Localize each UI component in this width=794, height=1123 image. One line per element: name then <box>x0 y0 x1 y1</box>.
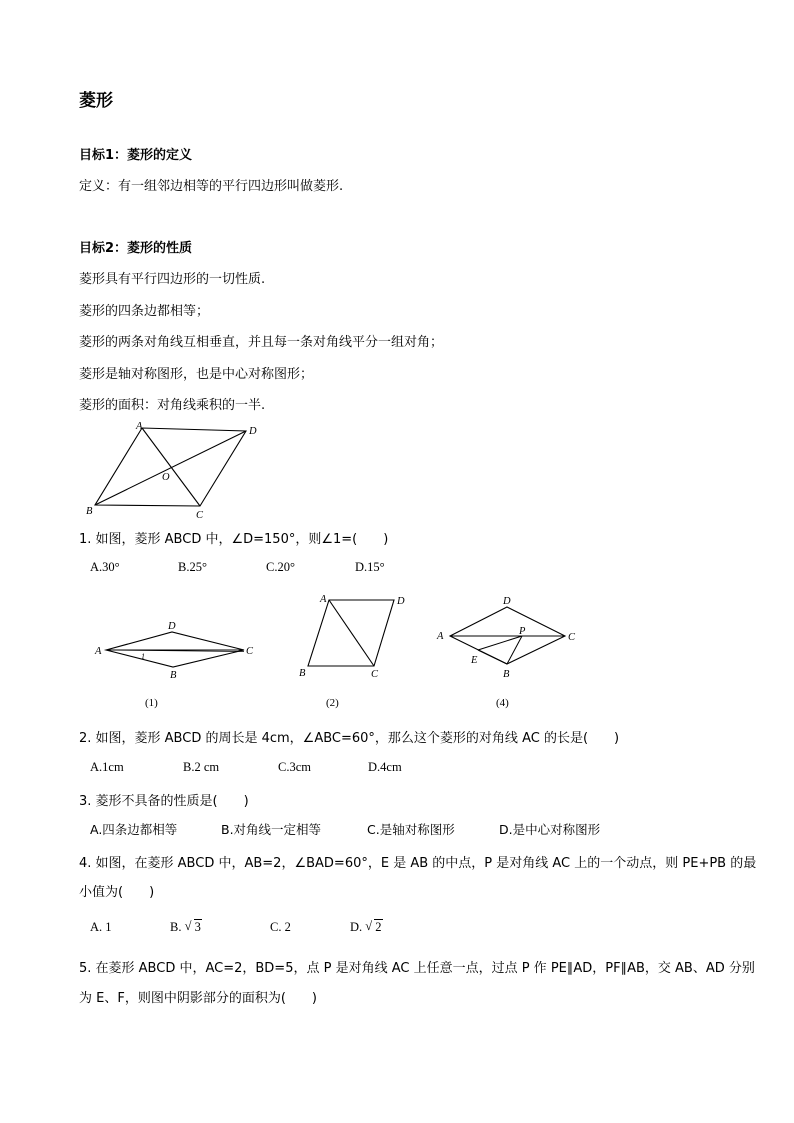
q3-option-a: A.四条边都相等 <box>90 822 178 837</box>
rhombus-diagonals-figure <box>80 418 270 523</box>
q1-option-d: D.15° <box>355 560 385 574</box>
label-a: A <box>136 421 143 432</box>
q2-option-b: B.2 cm <box>183 760 220 774</box>
label-e: E <box>471 655 478 666</box>
q2-option-a: A.1cm <box>90 760 124 774</box>
label-b: B <box>86 506 93 517</box>
label-c: C <box>371 669 379 680</box>
angle-1-label: 1 <box>141 652 145 661</box>
label-b: B <box>299 668 306 679</box>
q2-option-d: D.4cm <box>368 760 402 774</box>
label-c: C <box>196 510 204 521</box>
label-a: A <box>320 594 327 605</box>
label-d: D <box>249 426 257 437</box>
q4-option-a: A. 1 <box>90 920 112 934</box>
property-line: 菱形的两条对角线互相垂直，并且每一条对角线平分一组对角； <box>79 335 444 350</box>
label-p: P <box>519 626 526 637</box>
label-b: B <box>170 670 177 681</box>
goal2-heading: 目标2：菱形的性质 <box>79 241 193 256</box>
q1-option-b: B.25° <box>178 560 207 574</box>
figure-1 <box>90 618 260 683</box>
label-d: D <box>168 621 176 632</box>
figure-4 <box>432 592 582 684</box>
q1-option-c: C.20° <box>266 560 295 574</box>
question-5-line1: 5. 在菱形 ABCD 中，AC=2，BD=5，点 P 是对角线 AC 上任意一点，过点 P 作 PE∥AD，PF∥AB，交 AB、AD 分别 <box>79 961 755 976</box>
page-title: 菱形 <box>79 91 113 111</box>
figure-4-caption: (4) <box>496 697 509 709</box>
property-line: 菱形的四条边都相等； <box>79 304 210 319</box>
label-d: D <box>503 596 511 607</box>
question-5-line2: 为 E、F，则图中阴影部分的面积为( ) <box>79 991 317 1006</box>
question-3: 3. 菱形不具备的性质是( ) <box>79 794 249 809</box>
q4-option-c: C. 2 <box>270 920 291 934</box>
label-d: D <box>397 596 405 607</box>
question-4-line2: 小值为( ) <box>79 885 155 900</box>
label-c: C <box>568 632 576 643</box>
sqrt-icon: √ 3 <box>185 920 202 935</box>
figure-2 <box>292 589 417 684</box>
label-a: A <box>437 631 444 642</box>
goal1-definition: 定义：有一组邻边相等的平行四边形叫做菱形. <box>79 179 344 194</box>
label-b: B <box>503 669 510 680</box>
question-1: 1. 如图，菱形 ABCD 中，∠D=150°，则∠1=( ) <box>79 532 389 547</box>
q3-option-c: C.是轴对称图形 <box>367 822 455 837</box>
q4-option-b: B. √ 3 <box>170 920 202 935</box>
q2-option-c: C.3cm <box>278 760 311 774</box>
label-o: O <box>162 472 170 483</box>
property-line: 菱形的面积：对角线乘积的一半. <box>79 398 266 413</box>
sqrt-icon: √ 2 <box>365 920 382 935</box>
q3-option-d: D.是中心对称图形 <box>499 822 601 837</box>
figure-2-caption: (2) <box>326 697 339 709</box>
question-4-line1: 4. 如图，在菱形 ABCD 中，AB=2，∠BAD=60°，E 是 AB 的中点，P 是对角线 AC 上的一个动点，则 PE+PB 的最 <box>79 856 757 871</box>
goal1-heading: 目标1：菱形的定义 <box>79 148 193 163</box>
question-2: 2. 如图，菱形 ABCD 的周长是 4cm，∠ABC=60°，那么这个菱形的对角线 AC 的长是( ) <box>79 731 620 746</box>
label-c: C <box>246 646 254 657</box>
q4-option-d: D. √ 2 <box>350 920 383 935</box>
label-a: A <box>95 646 102 657</box>
figure-1-caption: (1) <box>145 697 158 709</box>
property-line: 菱形是轴对称图形，也是中心对称图形； <box>79 367 314 382</box>
q3-option-b: B.对角线一定相等 <box>221 822 322 837</box>
property-line: 菱形具有平行四边形的一切性质. <box>79 272 266 287</box>
q1-option-a: A.30° <box>90 560 120 574</box>
